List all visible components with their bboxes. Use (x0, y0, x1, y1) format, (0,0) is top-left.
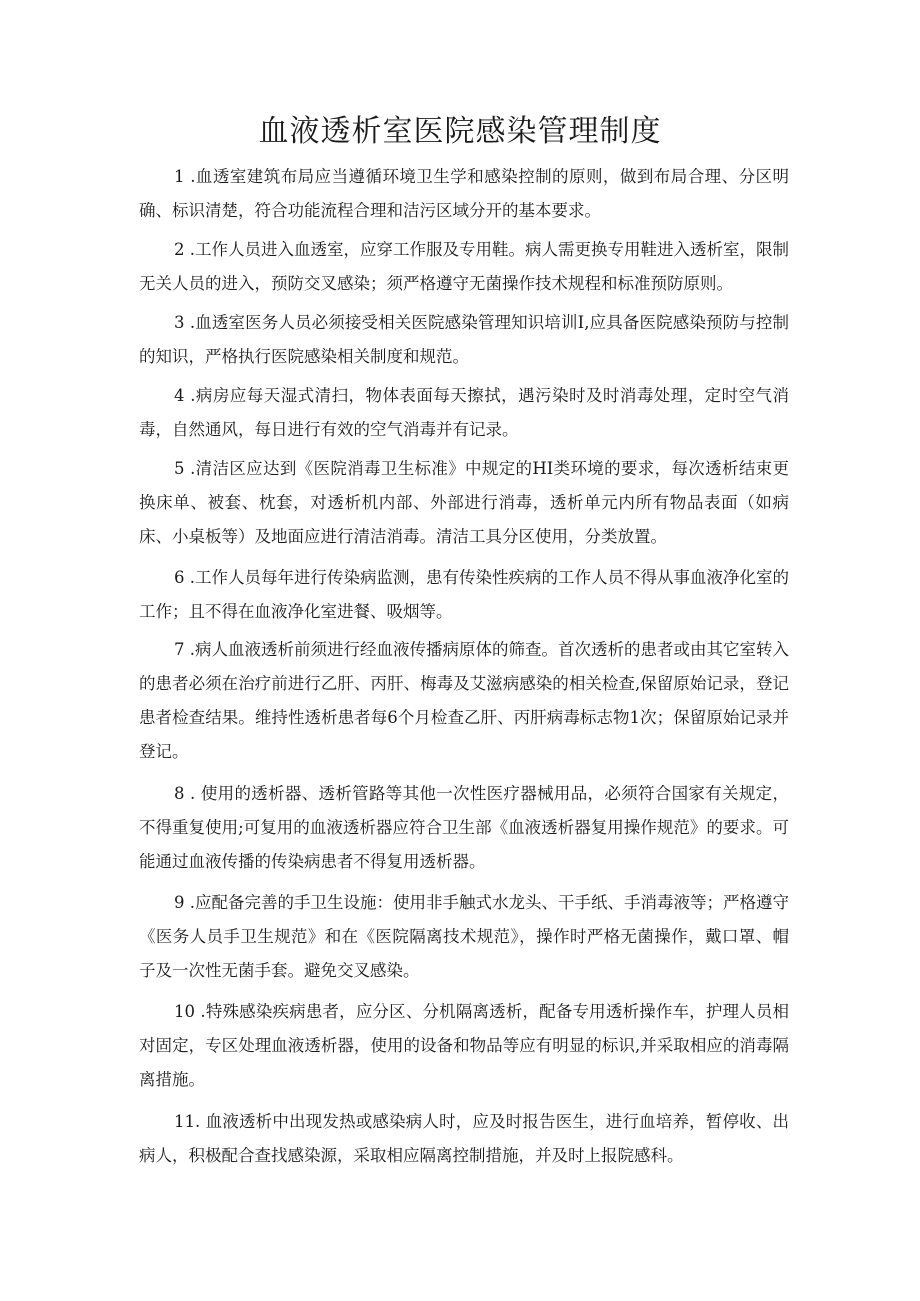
paragraph-8: 8 . 使用的透析器、透析管路等其他一次性医疗器械用品，必须符合国家有关规定，不得重复使用;可复用的血液透析器应符合卫生部《血液透析器复用操作规范》的要求。可能通过血液传播的传染病患者不得复用透析器。 (139, 784, 789, 871)
paragraph-7: 7 .病人血液透析前须进行经血液传播病原体的筛查。首次透析的患者或由其它室转入的患者必须在治疗前进行乙肝、丙肝、梅毒及艾滋病感染的相关检查,保留原始记录，登记患者检查结果。维持性透析患者每6个月检查乙肝、丙肝病毒标志物1次；保留原始记录并登记。 (139, 640, 789, 761)
paragraph-3: 3 .血透室医务人员必须接受相关医院感染管理知识培训I,应具备医院感染预防与控制的知识，严格执行医院感染相关制度和规范。 (139, 313, 789, 366)
paragraph-1: 1 .血透室建筑布局应当遵循环境卫生学和感染控制的原则，做到布局合理、分区明确、标识清楚，符合功能流程合理和洁污区域分开的基本要求。 (139, 167, 789, 220)
paragraph-5: 5 .清洁区应达到《医院消毒卫生标准》中规定的HI类环境的要求，每次透析结束更换床单、被套、枕套，对透析机内部、外部进行消毒，透析单元内所有物品表面（如病床、小桌板等）及地面应进行清洁消毒。清洁工具分区使用，分类放置。 (139, 459, 789, 546)
page-title: 血液透析室医院感染管理制度 (258, 114, 662, 149)
paragraph-2: 2 .工作人员进入血透室，应穿工作服及专用鞋。病人需更换专用鞋进入透析室，限制无关人员的进入，预防交叉感染；须严格遵守无菌操作技术规程和标准预防原则。 (139, 240, 789, 293)
paragraph-4: 4 .病房应每天湿式清扫，物体表面每天擦拭，遇污染时及时消毒处理，定时空气消毒，自然通风，每日进行有效的空气消毒并有记录。 (139, 386, 789, 439)
paragraph-10: 10 .特殊感染疾病患者，应分区、分机隔离透析，配备专用透析操作车，护理人员相对固定，专区处理血液透析器，使用的设备和物品等应有明显的标识,并采取相应的消毒隔离措施。 (139, 1002, 789, 1089)
paragraph-11: 11. 血液透析中出现发热或感染病人时，应及时报告医生，进行血培养，暂停收、出病人，积极配合查找感染源，采取相应隔离控制措施，并及时上报院感科。 (139, 1112, 789, 1165)
paragraph-6: 6 .工作人员每年进行传染病监测，患有传染性疾病的工作人员不得从事血液净化室的工作；且不得在血液净化室进餐、吸烟等。 (139, 568, 789, 621)
paragraph-9: 9 .应配备完善的手卫生设施：使用非手触式水龙头、干手纸、手消毒液等；严格遵守《医务人员手卫生规范》和在《医院隔离技术规范》，操作时严格无菌操作，戴口罩、帽子及一次性无菌手套。避免交叉感染。 (139, 893, 789, 980)
